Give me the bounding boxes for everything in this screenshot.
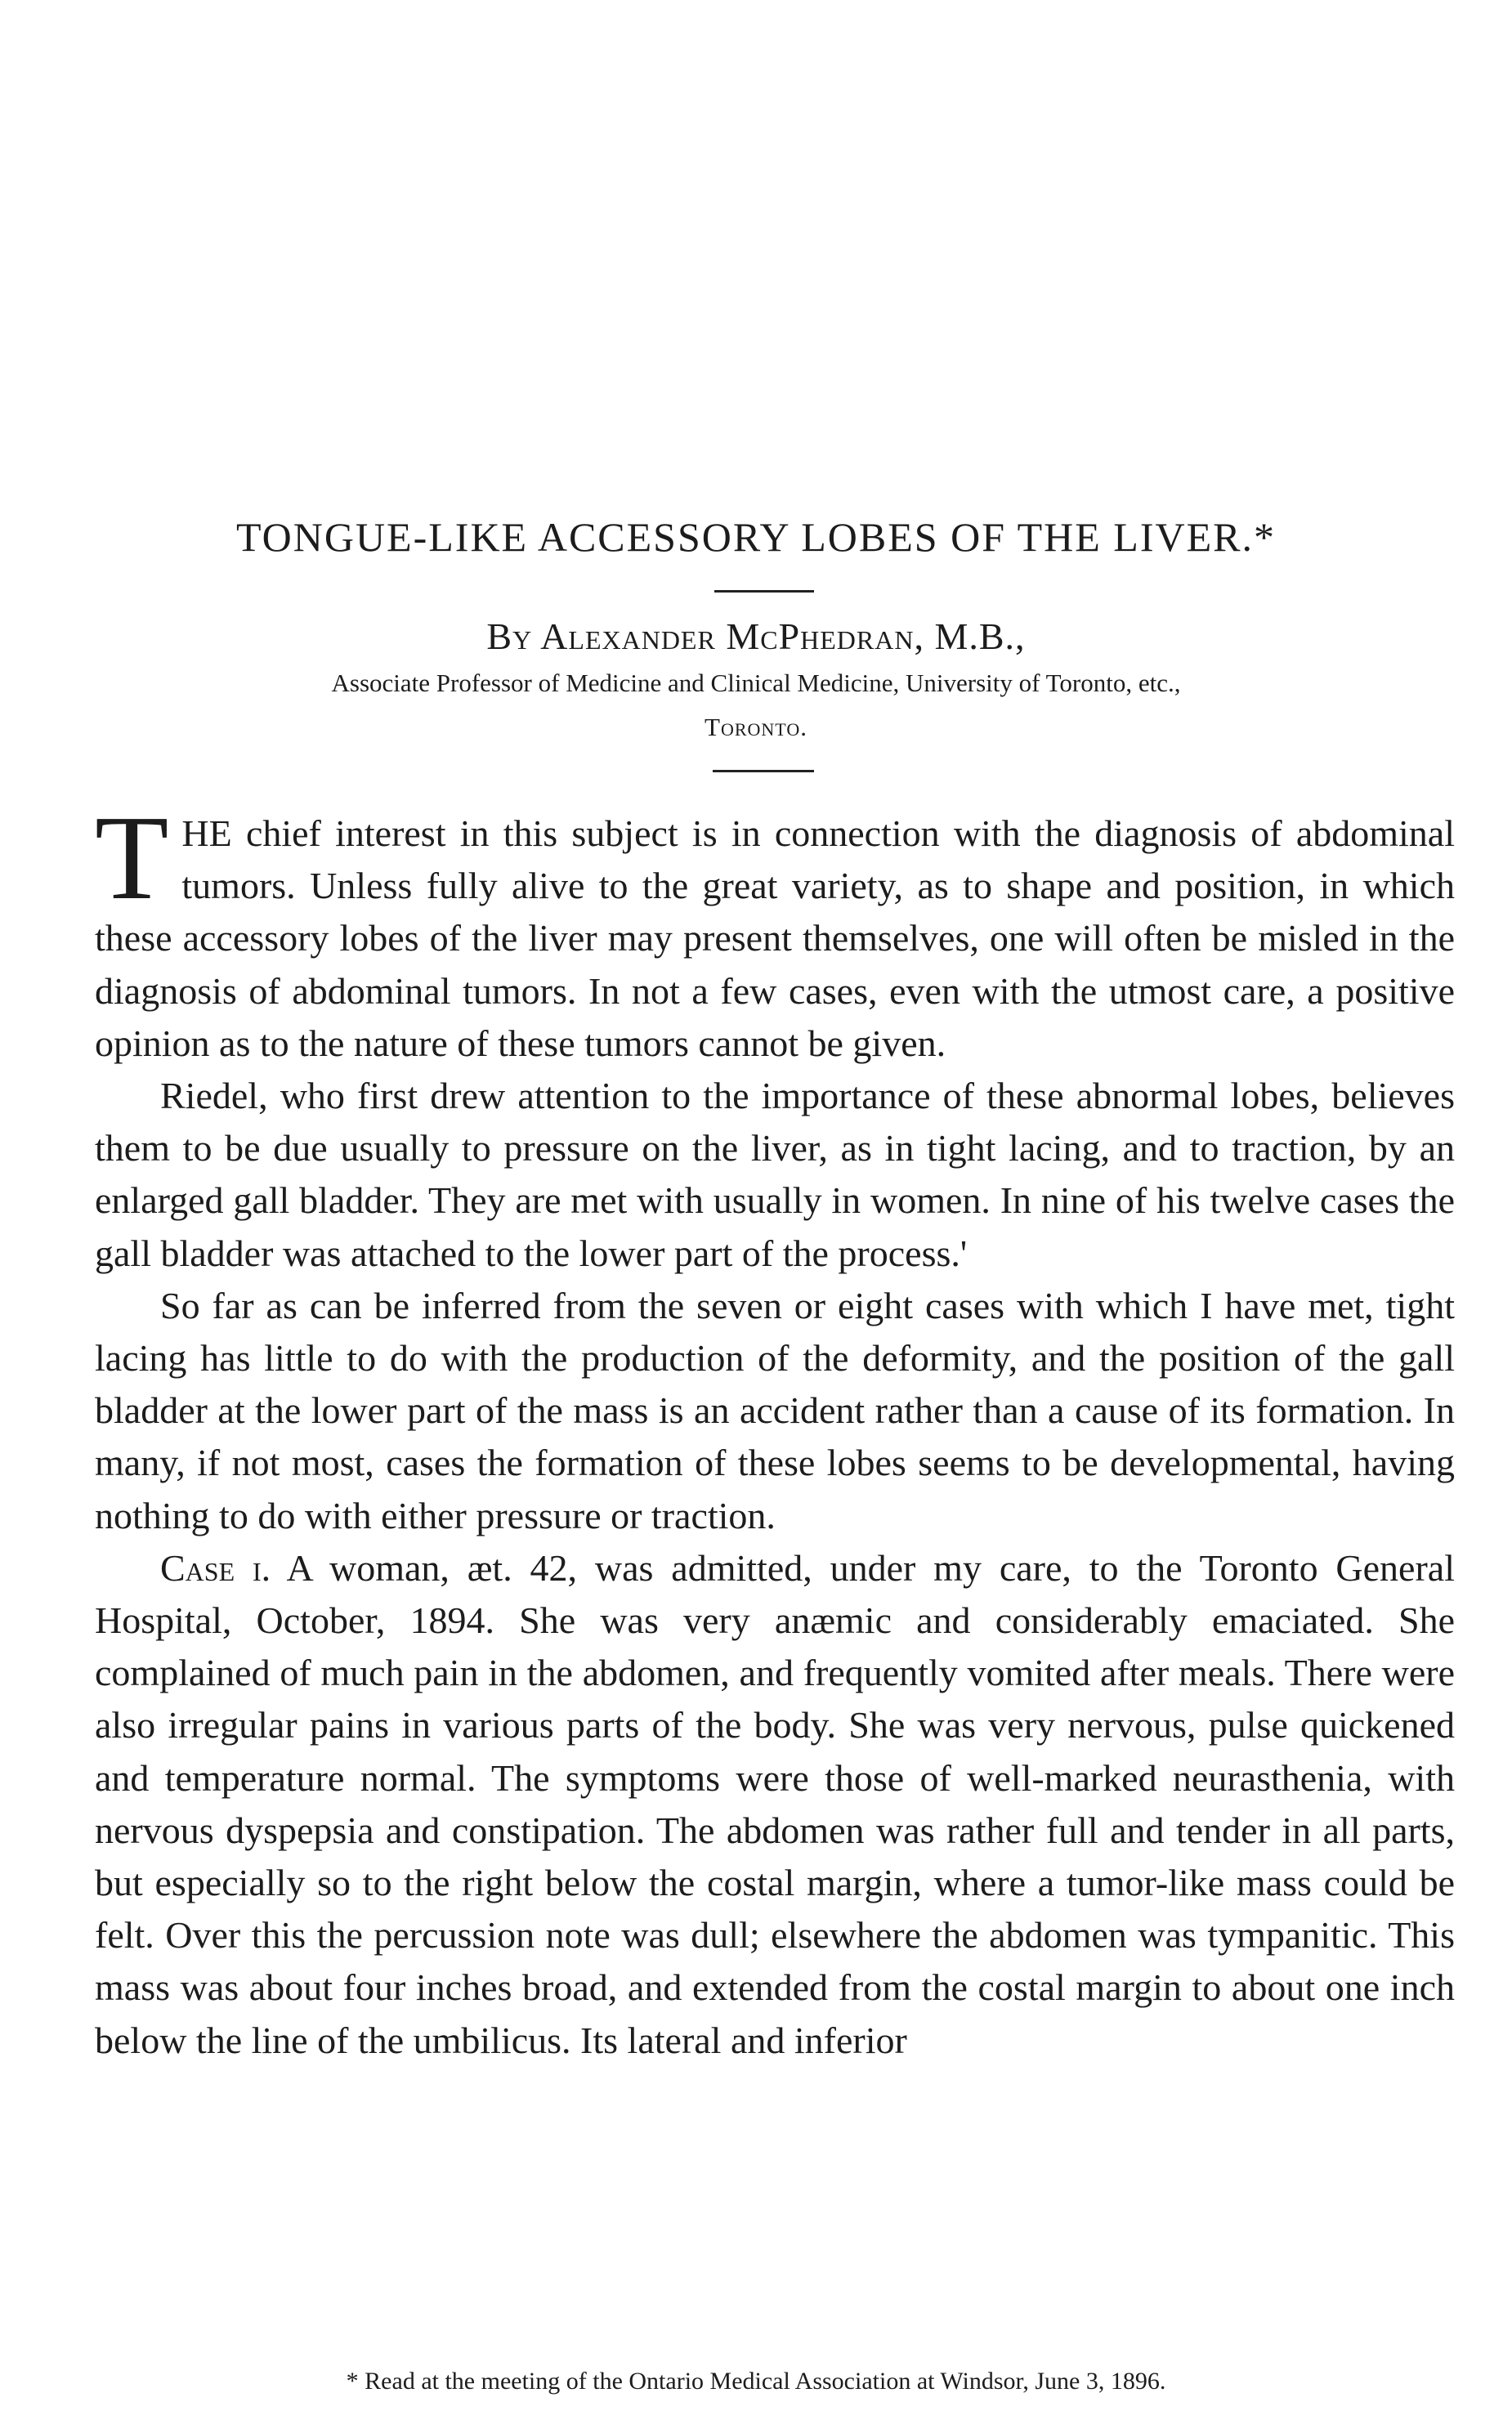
- author-city: Toronto.: [705, 713, 807, 741]
- drop-cap: T: [95, 791, 169, 925]
- article-title: TONGUE-LIKE ACCESSORY LOBES OF THE LIVER.*: [235, 514, 1276, 560]
- author-affiliation: Associate Professor of Medicine and Clinical Medicine, University of Toronto, etc.,: [331, 669, 1181, 697]
- title-divider: [714, 590, 814, 593]
- paragraph-inference: So far as can be inferred from the seven or eight cases with which I have met, tight lacing has little to do with the production of the deformity, and the position of the gall bladder at the lower part of the mass is an accident rather than a cause of its formation. In many, if not most, cases the formation of these lobes seems to be developmental, having nothing to do with either pressure or traction.: [95, 1284, 1455, 1536]
- footnote: * Read at the meeting of the Ontario Medical Association at Windsor, June 3, 1896.: [346, 2368, 1166, 2395]
- paragraph-intro: [95, 791, 1455, 1070]
- paragraph-case-1: [95, 1542, 1455, 2067]
- header-divider: [713, 770, 814, 772]
- article-body: [95, 791, 1455, 2067]
- paragraph-riedel: Riedel, who first drew attention to the importance of these abnormal lobes, believes them to be due usually to pressure on the liver, as in tight lacing, and to traction, by an enlarged gall bladder. They are met with usually in women. In nine of his twelve cases the gall bladder was attached to the lower part of the process.': [95, 1075, 1455, 1274]
- author-byline: By Alexander McPhedran, M.B.,: [486, 615, 1026, 657]
- case-1-text: A woman, æt. 42, was admitted, under my care, to the Toronto General Hospital, October, 1894. She was very anæmic and considerably emaciated. She complained of much pain in the abdomen, and frequently vomited after meals. There were also irregular pains in various parts of the body. She was very nervous, pulse quickened and temperature normal. The symptoms were those of well-marked neurasthenia, with nervous dyspepsia and constipation. The abdomen was rather full and tender in all parts, but especially so to the right below the costal margin, where a tumor-like mass could be felt. Over this the percussion note was dull; elsewhere the abdomen was tympanitic. This mass was about four inches broad, and extended from the costal margin to about one inch below the line of the umbilicus. Its lateral and inferior: [95, 1546, 1455, 2061]
- paragraph-intro-text: HE chief interest in this subject is in connection with the diagnosis of abdominal tumors. Unless fully alive to the great variety, as to shape and position, in which these accessory lobes of the liver may present themselves, one will often be misled in the diagnosis of abdominal tumors. In not a few cases, even with the utmost care, a positive opinion as to the nature of these tumors cannot be given.: [95, 812, 1455, 1064]
- case-label: Case i.: [160, 1546, 271, 1589]
